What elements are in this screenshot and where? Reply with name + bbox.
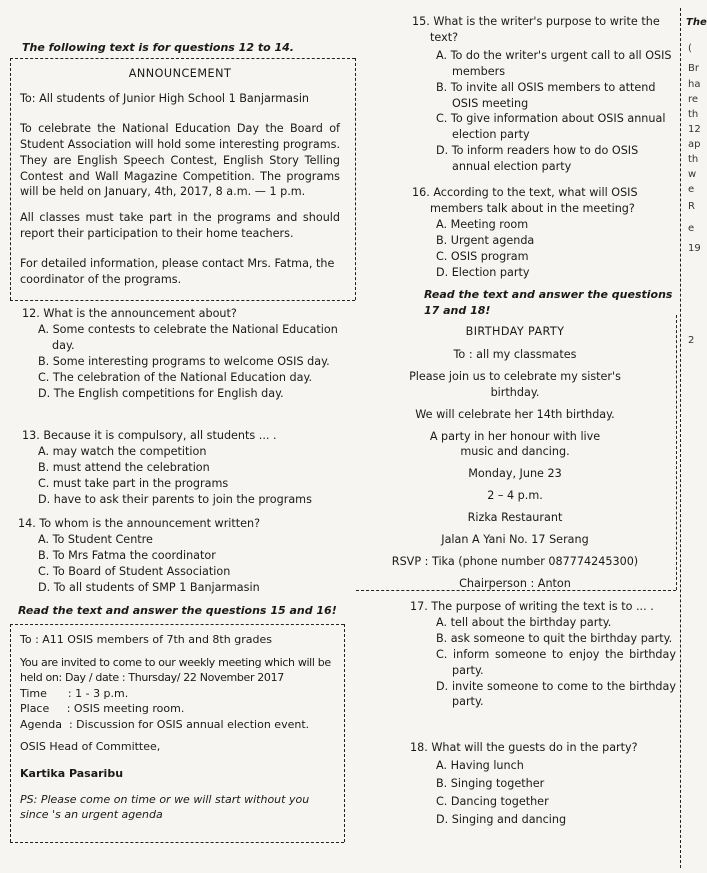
announcement-border-top xyxy=(10,58,355,59)
memo-head: OSIS Head of Committee, xyxy=(20,739,161,753)
q17-option-d[interactable]: D. invite someone to come to the birthday party. xyxy=(436,679,676,709)
q17-option-b[interactable]: B. ask someone to quit the birthday party. xyxy=(436,631,673,645)
memo-time: Time : 1 - 3 p.m. xyxy=(20,686,129,700)
q16-option-a[interactable]: A. Meeting room xyxy=(436,217,529,231)
q14-option-d[interactable]: D. To all students of SMP 1 Banjarmasin xyxy=(38,580,260,594)
invitation-time: 2 – 4 p.m. xyxy=(487,489,543,503)
invitation-line-3: A party in her honour with live music and dancing. xyxy=(429,429,601,459)
q16-option-b[interactable]: B. Urgent agenda xyxy=(436,233,535,247)
invitation-rsvp: RSVP : Tika (phone number 087774245300) xyxy=(391,554,639,568)
question-14 xyxy=(18,516,340,596)
announcement-p3: For detailed information, please contact Mrs. Fatma, the coordinator of the programs. xyxy=(20,257,335,287)
edge-fragment: re xyxy=(688,94,699,105)
q13-option-b[interactable]: B. must attend the celebration xyxy=(38,460,210,474)
q16-stem: 16. According to the text, what will OSIS members talk about in the meeting? xyxy=(412,186,638,215)
memo-agenda: Agenda : Discussion for OSIS annual election event. xyxy=(20,718,310,732)
edge-fragment: w xyxy=(688,169,697,180)
q14-option-a[interactable]: A. To Student Centre xyxy=(38,532,153,546)
memo-border-left xyxy=(10,624,11,842)
invitation-venue: Rizka Restaurant xyxy=(467,511,563,525)
announcement-title: ANNOUNCEMENT xyxy=(128,67,232,80)
q15-option-d[interactable]: D. To inform readers how to do OSIS annual election party xyxy=(436,144,639,174)
announcement-border-bottom xyxy=(10,300,355,301)
invitation-border-right xyxy=(676,315,677,590)
q14-option-c[interactable]: C. To Board of Student Association xyxy=(38,564,231,578)
q15-stem: 15. What is the writer's purpose to write the text? xyxy=(412,15,660,44)
edge-fragment: R xyxy=(688,201,695,212)
edge-fragment: 19 xyxy=(688,243,701,254)
q12-option-c[interactable]: C. The celebration of the National Education day. xyxy=(38,370,313,384)
edge-fragment: ap xyxy=(688,139,701,150)
invitation xyxy=(362,324,668,592)
q18-option-d[interactable]: D. Singing and dancing xyxy=(436,812,567,826)
question-13 xyxy=(22,428,340,508)
q13-option-a[interactable]: A. may watch the competition xyxy=(38,444,207,458)
announcement-to: To: All students of Junior High School 1 Banjarmasin xyxy=(20,91,310,105)
question-17 xyxy=(410,599,676,710)
memo-place: Place : OSIS meeting room. xyxy=(20,702,185,716)
announcement-border-left xyxy=(10,58,11,300)
edge-fragment: 2 xyxy=(688,335,695,346)
edge-header: The xyxy=(686,17,707,28)
q15-option-a[interactable]: A. To do the writer's urgent call to all OSIS members xyxy=(436,48,672,78)
q13-option-c[interactable]: C. must take part in the programs xyxy=(38,476,229,490)
edge-fragment: ha xyxy=(688,79,701,90)
q12-option-d[interactable]: D. The English competitions for English day. xyxy=(38,386,284,400)
q14-option-b[interactable]: B. To Mrs Fatma the coordinator xyxy=(38,548,216,562)
question-12 xyxy=(22,306,340,401)
memo-to: To : A11 OSIS members of 7th and 8th grades xyxy=(20,633,272,646)
q18-option-c[interactable]: C. Dancing together xyxy=(436,794,549,808)
edge-fragment: th xyxy=(688,154,699,165)
announcement-p2: All classes must take part in the programs and should report their participation to their home teachers. xyxy=(20,211,340,241)
invitation-line-1: Please join us to celebrate my sister's birthday. xyxy=(409,369,621,399)
memo-border-top xyxy=(10,624,344,625)
memo-body: You are invited to come to our weekly meeting which will be held on: Day / date : Thursday/ 22 November 2017 xyxy=(20,655,331,685)
q13-stem: 13. Because it is compulsory, all students ... . xyxy=(22,429,277,442)
memo-border-bottom xyxy=(10,842,344,843)
announcement xyxy=(20,62,340,288)
invitation-chairperson: Chairperson : Anton xyxy=(459,576,571,590)
q17-option-c[interactable]: C. inform someone to enjoy the birthday party. xyxy=(436,647,676,677)
q12-option-b[interactable]: B. Some interesting programs to welcome OSIS day. xyxy=(38,354,330,368)
q14-stem: 14. To whom is the announcement written? xyxy=(18,517,261,530)
q18-option-a[interactable]: A. Having lunch xyxy=(436,758,524,772)
memo xyxy=(20,632,338,823)
q12-stem: 12. What is the announcement about? xyxy=(22,307,237,320)
announcement-p1: To celebrate the National Education Day the Board of Student Association will hold some interesting programs. They are English Speech Contest, English Story Telling Contest and Wall Magazine Competition. The programs will be held on January, 4th, 2017, 8 a.m. — 1 p.m. xyxy=(20,121,340,199)
question-16 xyxy=(412,185,674,280)
intro-q12-14: The following text is for questions 12 to 14. xyxy=(22,41,294,54)
question-18 xyxy=(410,740,676,828)
q12-option-a[interactable]: A. Some contests to celebrate the National Education day. xyxy=(38,322,338,352)
invitation-date: Monday, June 23 xyxy=(468,467,562,481)
memo-signature-name: Kartika Pasaribu xyxy=(20,767,124,781)
q16-option-c[interactable]: C. OSIS program xyxy=(436,249,529,263)
memo-border-right xyxy=(344,624,345,842)
q15-option-b[interactable]: B. To invite all OSIS members to attend OSIS meeting xyxy=(436,80,656,110)
invitation-to: To : all my classmates xyxy=(453,347,577,361)
q17-stem: 17. The purpose of writing the text is to ... . xyxy=(410,600,654,613)
intro-q15-16: Read the text and answer the questions 15 and 16! xyxy=(18,604,337,617)
invitation-line-2: We will celebrate her 14th birthday. xyxy=(415,407,615,421)
intro-q17-18: Read the text and answer the questions 17 and 18! xyxy=(424,288,673,317)
edge-fragment: 12 xyxy=(688,124,701,135)
invitation-address: Jalan A Yani No. 17 Serang xyxy=(441,533,589,547)
q18-option-b[interactable]: B. Singing together xyxy=(436,776,545,790)
edge-fragment: e xyxy=(688,184,695,195)
invitation-title: BIRTHDAY PARTY xyxy=(465,325,565,338)
announcement-border-right xyxy=(355,58,356,300)
question-15 xyxy=(412,14,674,175)
memo-ps: PS: Please come on time or we will start without you since 's an urgent agenda xyxy=(20,792,310,822)
edge-fragment: ( xyxy=(688,43,692,54)
next-column-border xyxy=(680,8,681,868)
q16-option-d[interactable]: D. Election party xyxy=(436,265,530,279)
edge-fragment: th xyxy=(688,109,699,120)
q13-option-d[interactable]: D. have to ask their parents to join the programs xyxy=(38,492,312,506)
edge-fragment: e xyxy=(688,223,695,234)
edge-fragment: Br xyxy=(688,63,699,74)
q17-option-a[interactable]: A. tell about the birthday party. xyxy=(436,615,612,629)
q15-option-c[interactable]: C. To give information about OSIS annual election party xyxy=(436,112,666,142)
q18-stem: 18. What will the guests do in the party? xyxy=(410,741,638,754)
